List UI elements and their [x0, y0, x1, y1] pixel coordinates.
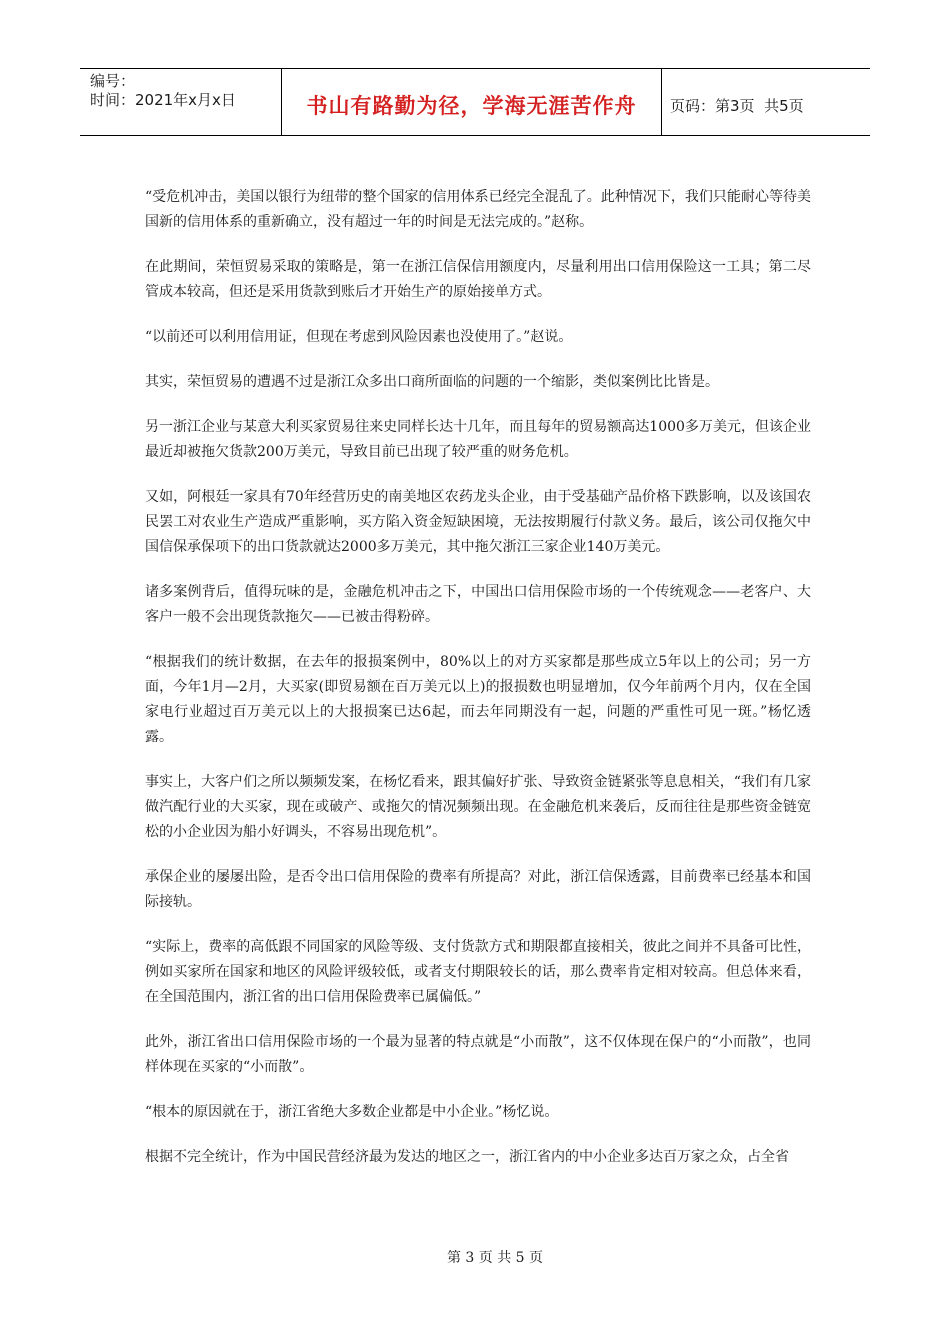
paragraph: 事实上，大客户们之所以频频发案，在杨忆看来，跟其偏好扩张、导致资金链紧张等息息相关，“我们有几家做汽配行业的大买家，现在或破产、或拖欠的情况频频出现。在金融危机来袭后，反而往往是那些资金链宽松的小企业因为船小好调头，不容易出现危机”。 [145, 774, 811, 840]
paragraph: 另一浙江企业与某意大利买家贸易往来史同样长达十几年，而且每年的贸易额高达1000多万美元，但该企业最近却被拖欠货款200万美元，导致目前已出现了较严重的财务危机。 [145, 419, 811, 460]
header-meta [80, 69, 282, 135]
page-footer: 第 3 页 共 5 页 [446, 1250, 544, 1266]
page-header [80, 68, 870, 136]
paragraph: 其实，荣恒贸易的遭遇不过是浙江众多出口商所面临的问题的一个缩影，类似案例比比皆是。 [145, 374, 719, 390]
paragraph: 在此期间，荣恒贸易采取的策略是，第一在浙江信保信用额度内，尽量利用出口信用保险这一工具；第二尽管成本较高，但还是采用货款到账后才开始生产的原始接单方式。 [145, 259, 811, 300]
paragraph: “以前还可以利用信用证，但现在考虑到风险因素也没使用了。”赵说。 [145, 329, 573, 345]
document-body [145, 185, 811, 1190]
paragraph: “根本的原因就在于，浙江省绝大多数企业都是中小企业。”杨忆说。 [145, 1104, 559, 1120]
paragraph: 又如，阿根廷一家具有70年经营历史的南美地区农药龙头企业，由于受基础产品价格下跌影响，以及该国农民罢工对农业生产造成严重影响，买方陷入资金短缺困境，无法按期履行付款义务。最后，该公司仅拖欠中国信保承保项下的出口货款就达2000多万美元，其中拖欠浙江三家企业140万美元。 [145, 489, 811, 555]
paragraph: “受危机冲击，美国以银行为纽带的整个国家的信用体系已经完全混乱了。此种情况下，我们只能耐心等待美国新的信用体系的重新确立，没有超过一年的时间是无法完成的。”赵称。 [145, 189, 811, 230]
document-time-label: 时间：2021年x月x日 [90, 91, 236, 109]
paragraph: 根据不完全统计，作为中国民营经济最为发达的地区之一，浙江省内的中小企业多达百万家之众，占全省 [145, 1149, 789, 1165]
paragraph: 承保企业的屡屡出险，是否令出口信用保险的费率有所提高？对此，浙江信保透露，目前费率已经基本和国际接轨。 [145, 869, 811, 910]
paragraph: “根据我们的统计数据，在去年的报损案例中，80%以上的对方买家都是那些成立5年以上的公司；另一方面，今年1月—2月，大买家(即贸易额在百万美元以上)的报损数也明显增加，仅今年前两个月内，仅在全国家电行业超过百万美元以上的大报损案已达6起，而去年同期没有一起，问题的严重性可见一斑。”杨忆透露。 [145, 654, 811, 745]
header-motto: 书山有路勤为径，学海无涯苦作舟 [282, 69, 662, 135]
paragraph: 诸多案例背后，值得玩味的是，金融危机冲击之下，中国出口信用保险市场的一个传统观念——老客户、大客户一般不会出现货款拖欠——已被击得粉碎。 [145, 584, 811, 625]
header-page-info: 页码：第3页 共5页 [670, 96, 804, 115]
document-number-label: 编号： [90, 72, 136, 90]
paragraph: “实际上，费率的高低跟不同国家的风险等级、支付货款方式和期限都直接相关，彼此之间并不具备可比性，例如买家所在国家和地区的风险评级较低，或者支付期限较长的话，那么费率肯定相对较高。但总体来看，在全国范围内，浙江省的出口信用保险费率已属偏低。” [145, 939, 811, 1005]
paragraph: 此外，浙江省出口信用保险市场的一个最为显著的特点就是“小而散”，这不仅体现在保户的“小而散”，也同样体现在买家的“小而散”。 [145, 1034, 811, 1075]
